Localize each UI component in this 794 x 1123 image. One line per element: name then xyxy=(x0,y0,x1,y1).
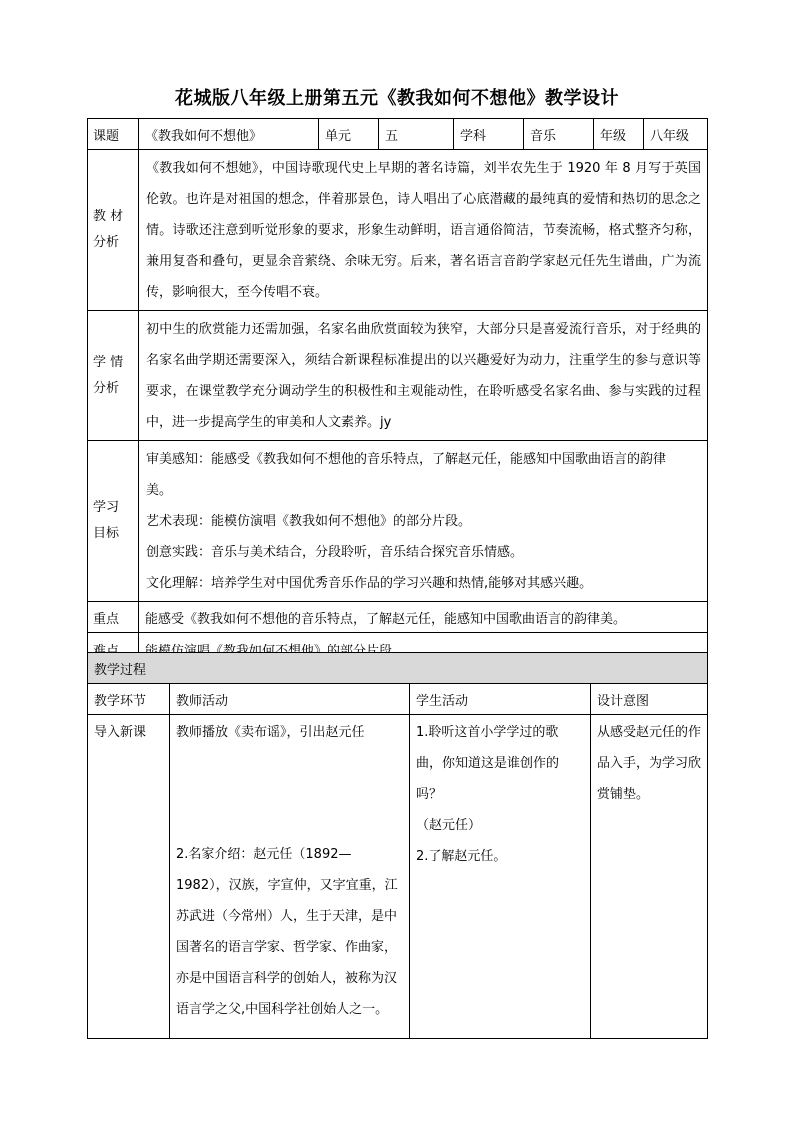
unit-label: 单元 xyxy=(319,119,379,150)
teacher-activity-2: 2.名家介绍：赵元任（1892—1982），汉族，字宣仲，又字宜重，江苏武进（今常州）人，生于天津，是中国著名的语言学家、哲学家、作曲家，亦是中国语言科学的创始人，被称为汉语言学之父,中国科学社创始人之一。 xyxy=(176,847,398,1017)
student-activity-1: 1.聆听这首小学学过的歌曲，你知道这是谁创作的吗？ xyxy=(416,725,560,802)
process-column-headers xyxy=(88,684,708,715)
header-row xyxy=(88,119,708,150)
teacher-activity-1: 教师播放《卖布谣》，引出赵元任 xyxy=(176,725,365,740)
learning-goals-text xyxy=(139,441,708,602)
document-title: 花城版八年级上册第五元《教我如何不想他》教学设计 xyxy=(175,88,619,109)
teacher-activity-cell xyxy=(170,715,410,1039)
difficulty-text: 能模仿演唱《教我如何不想他》的部分片段。 xyxy=(139,633,708,666)
lesson-info-table xyxy=(87,118,708,666)
topic-value: 《教我如何不想他》 xyxy=(139,119,319,150)
col-header-student: 学生活动 xyxy=(410,684,591,715)
design-intent-cell: 从感受赵元任的作品入手，为学习欣赏铺垫。 xyxy=(591,715,708,1039)
material-analysis-label xyxy=(88,150,139,311)
material-analysis-text: 《教我如何不想她》，中国诗歌现代史上早期的著名诗篇，刘半农先生于 1920 年 8 月写于英国伦敦。也许是对祖国的想念，伴着那景色，诗人唱出了心底潜藏的最纯真的爱情和热切的思念之情。诗歌还注意到听觉形象的要求，形象生动鲜明，语言通俗简洁，节奏流畅，格式整齐匀称，兼用复沓和叠句，更显余音萦绕、余味无穷。后来，著名语言音韵学家赵元任先生谱曲，广为流传，影响很大，至今传唱不衰。 xyxy=(139,150,708,311)
goal-aesthetic-cont: 美。 xyxy=(146,483,173,498)
col-header-stage: 教学环节 xyxy=(88,684,170,715)
unit-value: 五 xyxy=(379,119,454,150)
goals-label-line-1: 学习 xyxy=(93,500,120,515)
process-heading: 教学过程 xyxy=(88,653,708,684)
grade-label: 年级 xyxy=(594,119,644,150)
material-label-line-1: 教 材 xyxy=(93,209,124,224)
topic-label: 课题 xyxy=(88,119,139,150)
goal-performance: 艺术表现：能模仿演唱《教我如何不想他》的部分片段。 xyxy=(146,514,472,529)
material-label-line-2: 分析 xyxy=(93,235,120,250)
subject-label: 学科 xyxy=(454,119,524,150)
goal-culture: 文化理解：培养学生对中国优秀音乐作品的学习兴趣和热情,能够对其感兴趣。 xyxy=(146,576,593,591)
goals-label-line-2: 目标 xyxy=(93,526,120,541)
key-point-text: 能感受《教我如何不想他的音乐特点，了解赵元任，能感知中国歌曲语言的韵律美。 xyxy=(139,602,708,633)
material-analysis-row xyxy=(88,150,708,311)
process-heading-row xyxy=(88,653,708,684)
teaching-process-table xyxy=(87,652,708,1039)
student-activity-1-answer: （赵元任） xyxy=(416,818,482,833)
key-point-label: 重点 xyxy=(88,602,139,633)
goal-aesthetic: 审美感知：能感受《教我如何不想他的音乐特点，了解赵元任，能感知中国歌曲语言的韵律 xyxy=(146,452,667,467)
learner-analysis-text: 初中生的欣赏能力还需加强，名家名曲欣赏面较为狭窄，大部分只是喜爱流行音乐，对于经典的名家名曲学期还需要深入，须结合新课程标准提出的以兴趣爱好为动力，注重学生的参与意识等要求，在课堂教学充分调动学生的积极性和主观能动性，在聆听感受名家名曲、参与实践的过程中，进一步提高学生的审美和人文素养。jy xyxy=(139,311,708,441)
goal-practice: 创意实践：音乐与美术结合，分段聆听，音乐结合探究音乐情感。 xyxy=(146,545,524,560)
col-header-intent: 设计意图 xyxy=(591,684,708,715)
col-header-teacher: 教师活动 xyxy=(170,684,410,715)
learner-label-line-1: 学 情 xyxy=(93,354,124,370)
subject-value: 音乐 xyxy=(524,119,594,150)
grade-value: 八年级 xyxy=(644,119,708,150)
key-point-row xyxy=(88,602,708,633)
teacher-spacer xyxy=(176,748,403,839)
student-activity-cell xyxy=(410,715,591,1039)
student-activity-2: 2.了解赵元任。 xyxy=(416,849,507,864)
learner-label-line-2: 分析 xyxy=(93,380,120,396)
difficulty-label: 难点 xyxy=(88,633,139,666)
learner-analysis-label xyxy=(88,311,139,441)
learner-analysis-row xyxy=(88,311,708,441)
stage-cell: 导入新课 xyxy=(88,715,170,1039)
learning-goals-label xyxy=(88,441,139,602)
process-row-intro xyxy=(88,715,708,1039)
learning-goals-row xyxy=(88,441,708,602)
